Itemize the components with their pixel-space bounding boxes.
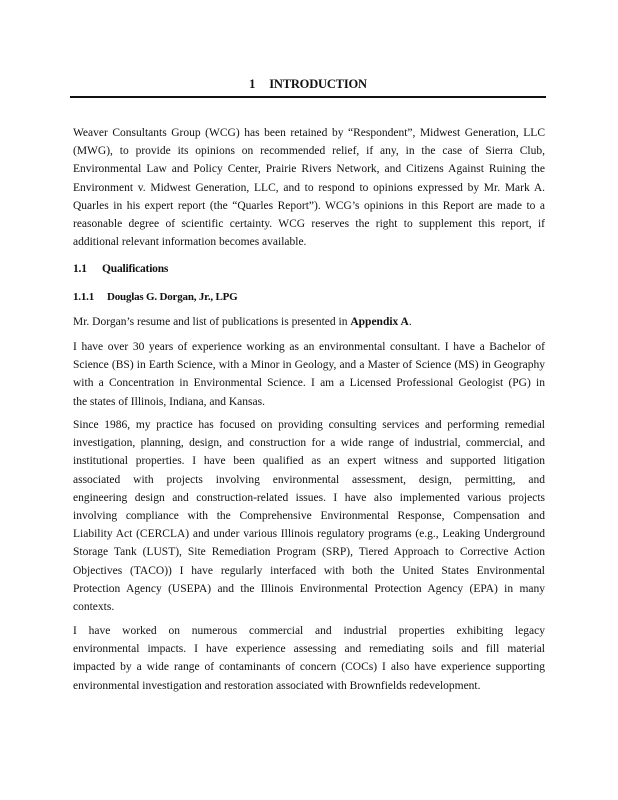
text-line: reasonable degree of scientific certainty. WCG reserves the right to supplement this report, if: [73, 218, 545, 231]
resume-end: .: [408, 316, 412, 328]
intro-paragraph: [73, 124, 545, 251]
section-heading: [70, 77, 546, 92]
text-line: [73, 313, 545, 331]
text-line: Objectives (TACO)) I have regularly interfaced with both the United States Environmental: [73, 564, 545, 577]
text-line: environmental investigation and restoration associated with Brownfields redevelopment.: [73, 679, 481, 692]
section-number: 1: [249, 77, 256, 91]
subsubsection-title: Douglas G. Dorgan, Jr., LPG: [107, 291, 238, 303]
text-line: Weaver Consultants Group (WCG) has been retained by “Respondent”, Midwest Generation, LLC: [73, 127, 545, 139]
resume-text: Mr. Dorgan’s resume and list of publications is presented in: [73, 316, 351, 328]
properties-paragraph: [73, 622, 545, 695]
text-line: Protection Agency (USEPA) and the Illinois Environmental Protection Agency (EPA) in many: [73, 582, 545, 595]
heading-rule: [70, 96, 546, 98]
text-line: I have over 30 years of experience working as an environmental consultant. I have a Bachelor of: [73, 341, 545, 353]
text-line: engineering design and construction-related issues. I have also implemented various projects: [73, 491, 545, 504]
text-line: impacted by a wide range of contaminants of concern (COCs) I also have experience supporting: [73, 661, 545, 674]
text-line: Liability Act (CERCLA) and under various Illinois regulatory programs (e.g., Leaking Underground: [73, 528, 545, 541]
text-line: investigation, planning, design, and construction for a wide range of industrial, commercial, and: [73, 437, 545, 450]
appendix-reference: Appendix A: [350, 316, 409, 328]
resume-paragraph: [73, 313, 545, 331]
text-line: I have worked on numerous commercial and industrial properties exhibiting legacy: [73, 625, 545, 637]
text-line: involving compliance with the Comprehensive Environmental Response, Compensation and: [73, 510, 545, 523]
text-line: additional relevant information becomes available.: [73, 236, 307, 249]
text-line: Environmental Law and Policy Center, Prairie Rivers Network, and Citizens Against Ruining the: [73, 163, 545, 176]
text-line: Environment v. Midwest Generation, LLC, and to respond to opinions expressed by Mr. Mark A.: [73, 181, 545, 194]
experience-paragraph: [73, 338, 545, 411]
text-line: Quarles in his expert report (the “Quarles Report”). WCG’s opinions in this Report are made to a: [73, 199, 545, 212]
text-line: Since 1986, my practice has focused on providing consulting services and performing remedial: [73, 419, 545, 431]
section-title: INTRODUCTION: [269, 77, 367, 91]
text-line: environmental impacts. I have experience assessing and remediating soils and fill material: [73, 643, 545, 656]
text-line: with a Concentration in Environmental Science. I am a Licensed Professional Geologist (PG) in: [73, 377, 545, 390]
text-line: institutional properties. I have been qualified as an expert witness and supported litigation: [73, 455, 545, 468]
subsubsection-number: 1.1.1: [73, 291, 95, 303]
text-line: (MWG), to provide its opinions on recommended relief, if any, in the case of Sierra Club,: [73, 145, 545, 158]
subsection-number: 1.1: [73, 263, 87, 275]
text-line: associated with projects involving environmental assessment, design, permitting, and: [73, 473, 545, 486]
subsection-heading: [73, 263, 168, 275]
practice-paragraph: [73, 416, 545, 616]
text-line: Storage Tank (LUST), Site Remediation Program (SRP), Tiered Approach to Corrective Action: [73, 546, 545, 559]
text-line: Science (BS) in Earth Science, with a Minor in Geology, and a Master of Science (MS) in Geography: [73, 359, 545, 372]
text-line: the states of Illinois, Indiana, and Kansas.: [73, 395, 265, 408]
text-line: contexts.: [73, 601, 115, 614]
subsection-title: Qualifications: [102, 263, 169, 275]
subsubsection-heading: [73, 291, 237, 303]
